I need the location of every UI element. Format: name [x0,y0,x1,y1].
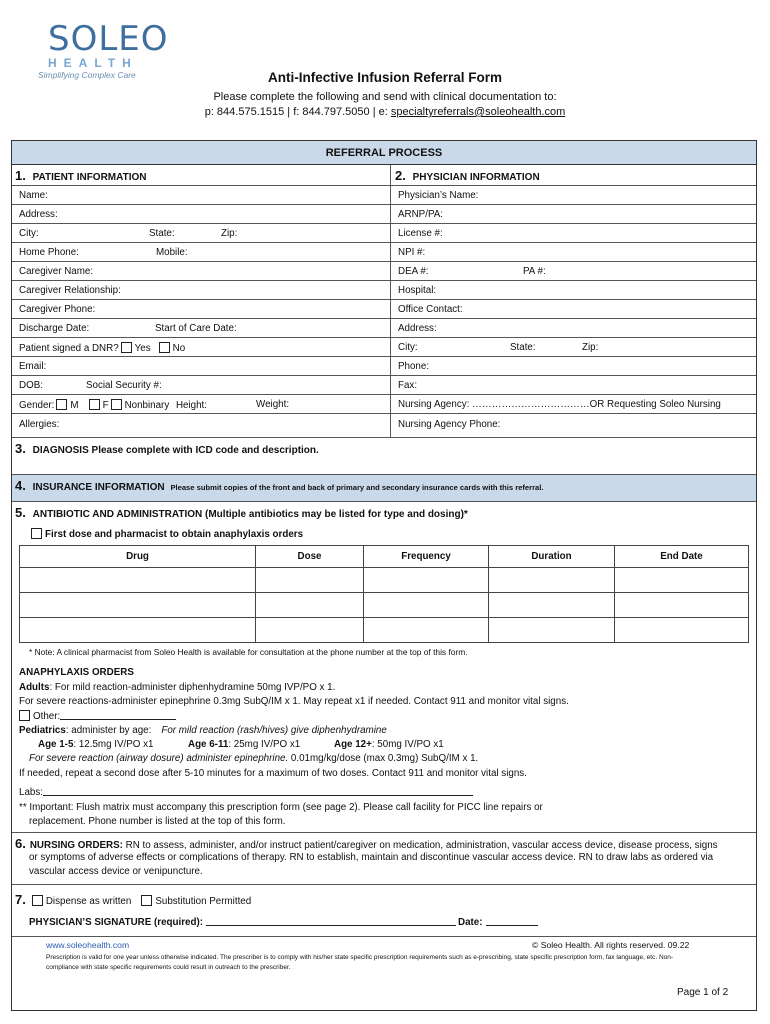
patient-dob-field[interactable]: DOB: [19,380,43,391]
npi-field[interactable]: NPI #: [398,247,426,258]
form-title: Anti-Infective Infusion Referral Form [267,70,503,85]
row-divider [12,884,756,885]
nursing-orders-line-3: vascular access device or venipuncture. [29,866,203,877]
column-divider [390,165,391,437]
table-row [20,618,749,643]
row-divider [12,299,756,300]
duration-cell[interactable] [489,593,615,618]
patient-home-phone-field[interactable]: Home Phone: [19,247,79,258]
copyright: © Soleo Health. All rights reserved. 09.22 [532,940,690,950]
physician-state-field[interactable]: State: [510,342,536,353]
age-12-plus-dose [334,739,444,750]
column-dose: Dose [256,546,364,568]
column-drug: Drug [20,546,256,568]
first-dose-label: First dose and pharmacist to obtain anaphylaxis orders [45,529,304,540]
patient-zip-field[interactable]: Zip: [221,228,238,239]
row-divider [12,280,756,281]
row-divider [12,337,756,338]
gender-nonbinary-label: Nonbinary [124,400,170,411]
drug-cell[interactable] [20,568,256,593]
end-date-cell[interactable] [615,568,749,593]
pediatrics-mild-text: For mild reaction (rash/hives) give diphenhydramine [161,725,387,736]
physician-zip-field[interactable]: Zip: [582,342,599,353]
section-title: PHYSICIAN INFORMATION [412,172,540,183]
age-dose: : 50mg IV/PO x1 [371,739,444,750]
row-divider [12,501,756,502]
row-divider [12,185,756,186]
date-input-line[interactable] [486,925,538,926]
duration-cell[interactable] [489,568,615,593]
pediatrics-line [19,725,387,736]
referral-form [11,140,757,1011]
logo-tagline: Simplifying Complex Care [38,70,136,80]
signature-label: PHYSICIAN’S SIGNATURE (required): [29,917,203,928]
age-label: Age 1-5 [38,739,74,750]
discharge-date-field[interactable]: Discharge Date: [19,323,90,334]
diagnosis-text: DIAGNOSIS Please complete with ICD code and description. [32,445,319,456]
section-title: ANTIBIOTIC AND ADMINISTRATION (Multiple antibiotics may be listed for type and dosing)* [32,509,468,520]
row-divider [12,204,756,205]
referral-process-banner: REFERRAL PROCESS [12,141,756,165]
dispense-as-written-checkbox[interactable] [32,895,43,906]
arnp-pa-field[interactable]: ARNP/PA: [398,209,444,220]
license-field[interactable]: License #: [398,228,443,239]
dose-cell[interactable] [256,568,364,593]
row-divider [12,832,756,833]
physician-section-heading [395,168,540,183]
pa-number-field[interactable]: PA #: [523,266,546,277]
nursing-orders-line-1 [15,836,718,851]
hospital-field[interactable]: Hospital: [398,285,437,296]
patient-ssn-field[interactable]: Social Security #: [86,380,162,391]
severe-adult-line: For severe reactions-administer epinephrine 0.3mg SubQ/IM x 1. May repeat x1 if needed. Contact 911 and monitor vital signs. [19,696,569,707]
physician-fax-field[interactable]: Fax: [398,380,418,391]
row-divider [12,437,756,438]
dose-cell[interactable] [256,618,364,643]
adults-line [19,682,335,693]
column-duration: Duration [489,546,615,568]
column-end-date: End Date [615,546,749,568]
frequency-cell[interactable] [364,593,489,618]
signature-row [29,917,538,928]
physician-address-field[interactable]: Address: [398,323,437,334]
pediatrics-text: : administer by age: [65,725,152,736]
adults-label: Adults [19,682,50,693]
duration-cell[interactable] [489,618,615,643]
physician-phone-field[interactable]: Phone: [398,361,430,372]
section-number: 5. [15,505,26,520]
nursing-agency-field[interactable] [398,399,721,410]
form-instructions [0,90,770,120]
gender-label: Gender: [19,400,55,411]
repeat-dose-line: If needed, repeat a second dose after 5-10 minutes for a maximum of two doses. Contact 911 and monitor vital signs. [19,768,527,779]
table-row [20,593,749,618]
table-row [20,568,749,593]
website-link[interactable]: www.soleohealth.com [46,940,130,950]
dnr-yes-label: Yes [134,343,151,354]
drug-table-header [20,546,749,568]
section-number: 3. [15,441,26,456]
section-number: 2. [395,168,406,183]
age-6-11-dose [188,739,300,750]
section-number: 4. [15,478,26,493]
flush-important-line: ** Important: Flush matrix must accompany this prescription form (see page 2). Please call facility for PICC line repairs or [19,802,543,813]
patient-city-field[interactable]: City: [19,228,39,239]
age-dose: : 25mg IV/PO x1 [228,739,301,750]
instruction-text: Please complete the following and send with clinical documentation to: [213,91,557,103]
gender-f-label: F [102,400,109,411]
row-divider [12,242,756,243]
page-number: Page 1 of 2 [677,987,729,998]
contact-email-link[interactable]: specialtyreferrals@soleohealth.com [390,106,566,118]
gender-row [19,399,207,411]
dnr-no-checkbox[interactable] [159,342,170,353]
fine-print-1: Prescription is valid for one year unless otherwise indicated. The prescriber is to comply with his/her state specific prescription requirements such as e-prescribing, state specific prescription form, fax language, etc. Non- [46,954,674,961]
row-divider [12,936,756,937]
physician-city-field[interactable]: City: [398,342,418,353]
drug-cell[interactable] [20,618,256,643]
gender-m-label: M [70,400,79,411]
gender-nonbinary-checkbox[interactable] [111,399,122,410]
drug-table [19,545,749,643]
other-checkbox[interactable] [19,710,30,721]
end-date-cell[interactable] [615,618,749,643]
anaphylaxis-heading: ANAPHYLAXIS ORDERS [19,667,134,678]
dea-field[interactable]: DEA #: [398,266,429,277]
fine-print-2: compliance with state specific requirements could result in outreach to the prescriber. [46,964,291,971]
pediatrics-severe-line [29,753,478,764]
pharmacist-note: * Note: A clinical pharmacist from Soleo Health is available for consultation at the phone number at the top of this form. [29,647,468,657]
dnr-question [19,342,185,354]
gender-f-checkbox[interactable] [89,399,100,410]
nursing-orders-label: NURSING ORDERS: [29,840,123,851]
patient-section-heading [15,168,147,183]
pediatrics-label: Pediatrics [19,725,66,736]
section-number: 6. [15,836,26,851]
dnr-no-label: No [172,343,186,354]
end-date-cell[interactable] [615,593,749,618]
contact-numbers: p: 844.575.1515 | f: 844.797.5050 | e: [204,106,391,118]
patient-allergies-field[interactable]: Allergies: [19,419,60,430]
row-divider [12,318,756,319]
age-label: Age 6-11 [188,739,229,750]
patient-weight-field[interactable]: Weight: [256,399,290,410]
patient-mobile-field[interactable]: Mobile: [156,247,188,258]
start-of-care-date-field[interactable]: Start of Care Date: [155,323,237,334]
substitution-permitted-checkbox[interactable] [141,895,152,906]
flush-replacement-line: replacement. Phone number is listed at the top of this form. [29,816,286,827]
drug-cell[interactable] [20,593,256,618]
section-title: INSURANCE INFORMATION [32,482,165,493]
other-input-line[interactable] [60,719,176,720]
caregiver-relationship-field[interactable]: Caregiver Relationship: [19,285,121,296]
section-number: 1. [15,168,26,183]
adults-text: : For mild reaction-administer diphenhydramine 50mg IVP/PO x 1. [49,682,336,693]
substitution-label: Substitution Permitted [155,896,252,907]
patient-state-field[interactable]: State: [149,228,175,239]
age-label: Age 12+ [334,739,372,750]
dispense-row [15,892,251,907]
other-row [17,710,176,722]
row-divider [12,356,756,357]
diagnosis-section-heading [15,441,319,456]
first-dose-row [29,528,303,540]
labs-input-line[interactable] [43,795,473,796]
dispense-label: Dispense as written [45,896,132,907]
row-divider [12,223,756,224]
patient-name-field[interactable]: Name: [19,190,48,201]
patient-address-field[interactable]: Address: [19,209,58,220]
date-label: Date: [458,917,483,928]
logo-wordmark: SOLEO [48,19,169,59]
other-label: Other: [33,711,61,722]
patient-email-field[interactable]: Email: [19,361,47,372]
office-contact-field[interactable]: Office Contact: [398,304,463,315]
age-1-5-dose [38,739,153,750]
row-divider [12,394,756,395]
labs-row [19,787,473,798]
gender-m-checkbox[interactable] [56,399,67,410]
column-frequency: Frequency [364,546,489,568]
patient-height-field[interactable]: Height: [175,400,207,411]
nursing-orders-text: RN to assess, administer, and/or instruct patient/caregiver on medication, administration, vascular access device, disease process, signs [122,840,718,851]
section-number: 7. [15,892,26,907]
labs-label: Labs: [19,787,43,798]
dnr-label: Patient signed a DNR? [19,343,119,354]
row-divider [12,375,756,376]
insurance-note: Please submit copies of the front and back of primary and secondary insurance cards with this referral. [170,483,544,492]
age-dose: : 12.5mg IV/PO x1 [73,739,154,750]
logo-health-text: HEALTH [48,56,138,70]
section-title: PATIENT INFORMATION [32,172,147,183]
first-dose-checkbox[interactable] [31,528,42,539]
frequency-cell[interactable] [364,618,489,643]
pediatrics-severe-dose: 0.01mg/kg/dose (max 0.3mg) SubQ/IM x 1. [288,753,479,764]
physician-name-field[interactable]: Physician’s Name: [398,190,479,201]
dnr-yes-checkbox[interactable] [121,342,132,353]
caregiver-phone-field[interactable]: Caregiver Phone: [19,304,96,315]
insurance-section-heading [15,478,543,493]
signature-input-line[interactable] [206,925,456,926]
frequency-cell[interactable] [364,568,489,593]
antibiotic-section-heading [15,505,468,520]
dose-cell[interactable] [256,593,364,618]
nursing-agency-label: Nursing Agency: ………………………………OR Requesting Soleo Nursing [398,399,721,410]
nursing-orders-line-2: or symptoms of adverse effects or complications of therapy. RN to establish, maintain and discontinue vascular access device. RN to draw labs as ordered via [29,852,714,863]
pediatrics-severe-italic: For severe reaction (airway dosure) administer epinephrine. [29,753,289,764]
nursing-agency-phone-field[interactable]: Nursing Agency Phone: [398,419,501,430]
caregiver-name-field[interactable]: Caregiver Name: [19,266,94,277]
contact-line [0,105,770,120]
row-divider [12,261,756,262]
row-divider [12,413,756,414]
